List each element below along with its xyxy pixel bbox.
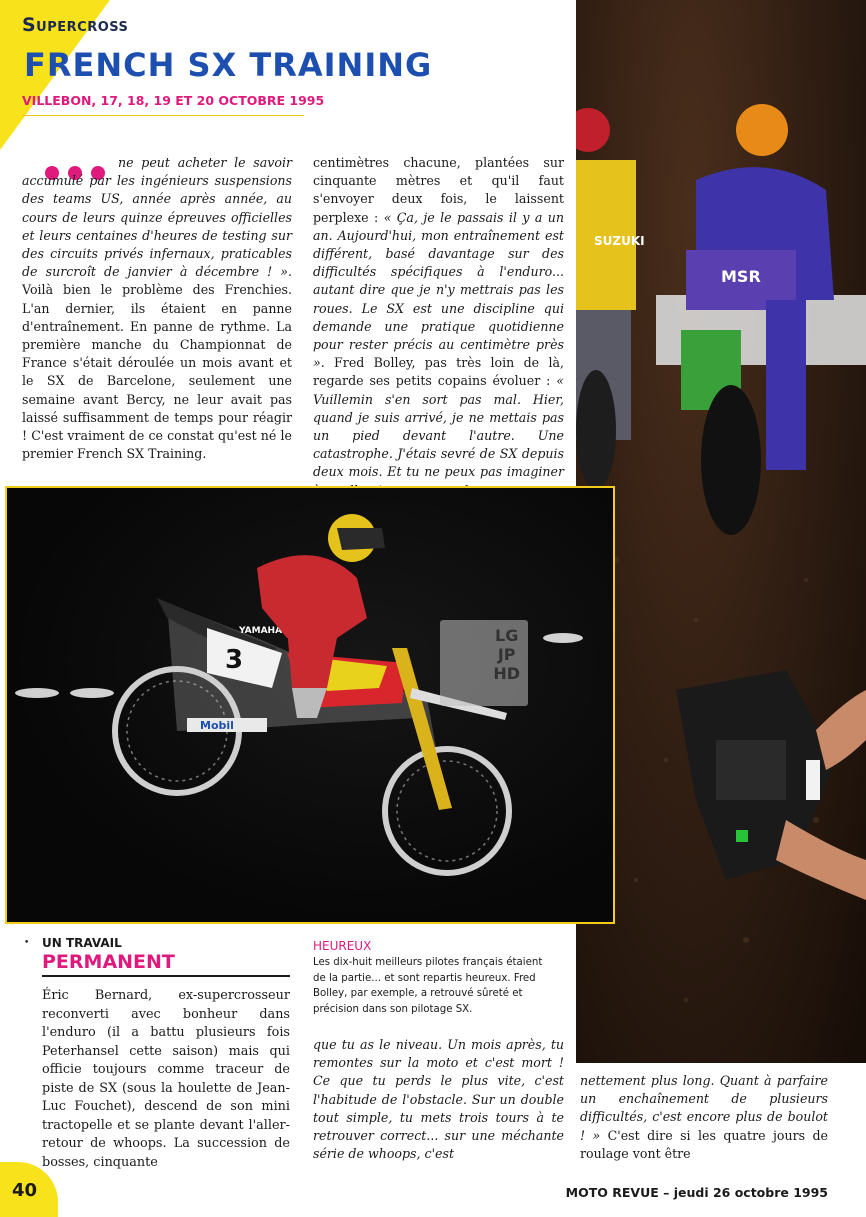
col2-para2: Fred Bolley, pas très loin de là, regarde ses petits copains évoluer :	[313, 355, 564, 389]
header-rule	[22, 115, 304, 116]
col4-roman: C'est dire si les quatre jours de roulage vont être	[580, 1127, 828, 1161]
lead-italic-text: ne peut acheter le savoir accumulé par les ingénieurs suspensions des teams US, année après année, au cours de leurs quinze épreuves officielles et leurs centaines d'heures de testing sur des circuits privés infernaux, praticables de surcroît de janvier à décembre ! ».	[22, 155, 292, 280]
sponsor-label: Mobil	[200, 719, 234, 732]
caption-title: HEUREUX	[313, 939, 372, 953]
col2-para1: centimètres chacune, plantées sur cinquante mètres et qu'il faut s'envoyer deux fois, le laissent perplexe :	[313, 155, 564, 225]
watermark-line-1: LG	[495, 626, 519, 645]
col2-quote2: « Vuillemin s'en sort pas mal. Hier, quand je suis arrivé, je ne mettais pas un pied devant l'autre. Une catastrophe. J'étais sevré de SX depuis deux mois. Et tu ne peux pas imaginer	[313, 373, 564, 480]
section-rule	[42, 975, 290, 977]
column-4-text	[580, 1072, 828, 1163]
col2-quote1: « Ça, je le passais il y a un an. Aujourd'hui, mon entraînement est différent, basé davantage sur des difficultés spécifiques à l'enduro... autant dire que je n'y mettrais pas les roues. Le SX est une discipline qui demande une pratique quotidienne pour rester précis au centimètre près ».	[313, 209, 564, 371]
riders-illustration	[576, 0, 866, 1063]
col3-paragraph: que tu as le niveau. Un mois après, tu remontes sur la moto et c'est mort ! Ce que tu perds le plus vite, c'est l'habitude de l'obstacle. Sur un double tout simple, tu mets trois tours à te retrouver correct... sur une méchante série de whoops, c'est	[313, 1037, 564, 1162]
article-dateline: VILLEBON, 17, 18, 19 ET 20 OCTOBRE 1995	[22, 93, 325, 108]
bike-number: 3	[225, 645, 244, 675]
section-bullet: •	[24, 938, 30, 948]
col4-italic: nettement plus long. Quant à parfaire un enchaînement de plusieurs difficultés, c'est encore plus de boulot ! »	[580, 1073, 828, 1143]
msr-label: MSR	[721, 267, 761, 286]
riders-photo	[576, 0, 866, 1063]
article-title: FRENCH SX TRAINING	[24, 46, 433, 84]
column-3-text	[313, 1036, 564, 1163]
section-body-text	[42, 987, 290, 1172]
suzuki-label: SUZUKI	[594, 234, 645, 248]
publication-footer: MOTO REVUE – jeudi 26 octobre 1995	[565, 1185, 828, 1200]
column-2-text	[313, 154, 564, 518]
section-rubric: Supercross	[22, 14, 129, 36]
watermark-line-3: HD	[493, 664, 520, 683]
caption-text: Les dix-huit meilleurs pilotes français étaient de la partie... et sont repartis heureux. Fred Bolley, par exemple, a retrouvé sûreté et précision dans son pilotage SX.	[313, 957, 543, 1015]
column-1-text	[22, 154, 292, 463]
lead-roman-text: Voilà bien le problème des Frenchies. L'an dernier, ils étaient en panne d'entraînement. En panne de rythme. La première manche du Championnat de France s'était déroulée un mois avant et le SX de Barcelone, seulement une semaine avant Bercy, ne leur avait pas laissé suffisamment de temps pour réagir ! C'est vraiment de ce constat qu'est né le premier French SX Training.	[22, 282, 292, 462]
watermark-logo	[440, 620, 528, 706]
bike-brand-label: YAMAHA	[239, 626, 283, 636]
page-number: 40	[12, 1180, 38, 1201]
watermark-line-2: JP	[497, 645, 516, 664]
section-heading: PERMANENT	[42, 951, 175, 973]
section-paragraph: Éric Bernard, ex-supercrosseur reconverti avec bonheur dans l'enduro (il a battu plusieurs fois Peterhansel cette saison) mais qui officie toujours comme traceur de piste de SX (sous la houlette de Jean-Luc Fouchet), descend de son mini tractopelle et se plante devant l'aller-retour de whoops. La succession de bosses, cinquante	[42, 988, 290, 1170]
section-kicker: UN TRAVAIL	[42, 936, 122, 950]
watermark-text	[493, 626, 520, 683]
